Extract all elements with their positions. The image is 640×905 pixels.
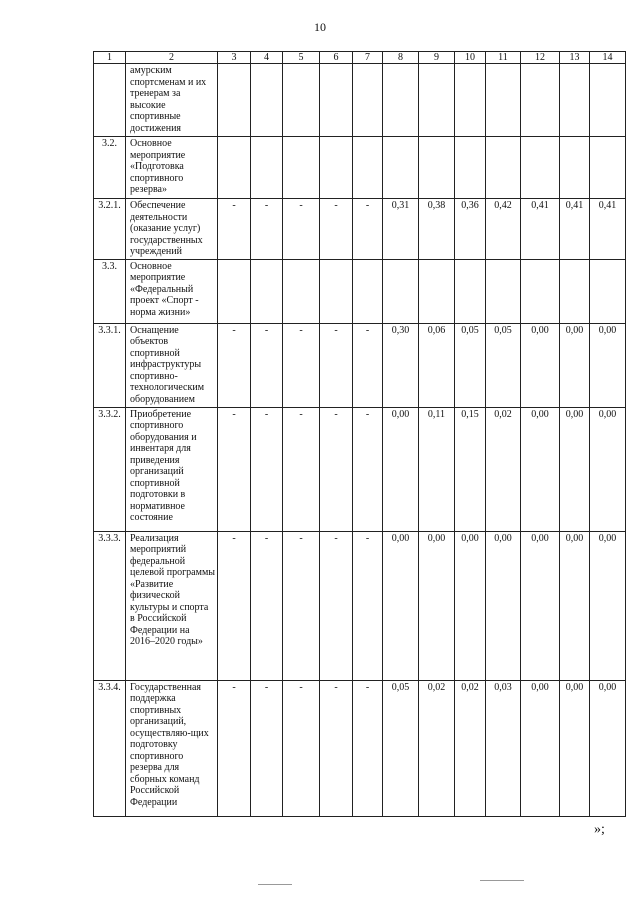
row-name: Оснащение объектов спортивной инфраструктуры спортивно-технологическим оборудованием xyxy=(126,323,218,407)
row-name: Основное мероприятие «Федеральный проект «Спорт - норма жизни» xyxy=(126,259,218,323)
value-cell-col-6: - xyxy=(320,407,353,531)
value-cell-col-12: 0,00 xyxy=(521,323,560,407)
value-cell-col-3: - xyxy=(218,407,251,531)
value-cell-col-5: - xyxy=(283,323,320,407)
column-header-14: 14 xyxy=(590,52,626,64)
value-cell-col-13: 0,41 xyxy=(560,199,590,260)
value-cell-col-8 xyxy=(383,259,419,323)
value-cell-col-4 xyxy=(251,259,283,323)
table-row xyxy=(94,259,626,323)
value-cell-col-6: - xyxy=(320,199,353,260)
column-header-13: 13 xyxy=(560,52,590,64)
value-cell-col-3: - xyxy=(218,199,251,260)
value-cell-col-7: - xyxy=(353,199,383,260)
value-cell-col-8: 0,31 xyxy=(383,199,419,260)
table-row xyxy=(94,199,626,260)
value-cell-col-10: 0,15 xyxy=(455,407,486,531)
value-cell-col-11: 0,42 xyxy=(486,199,521,260)
value-cell-col-4 xyxy=(251,64,283,137)
value-cell-col-10 xyxy=(455,64,486,137)
value-cell-col-5: - xyxy=(283,199,320,260)
table-header-row xyxy=(94,52,626,64)
value-cell-col-5 xyxy=(283,64,320,137)
value-cell-col-8 xyxy=(383,64,419,137)
value-cell-col-5: - xyxy=(283,531,320,680)
row-name: Обеспечение деятельности (оказание услуг) государственных учреждений xyxy=(126,199,218,260)
row-code: 3.3.4. xyxy=(94,680,126,816)
value-cell-col-9: 0,00 xyxy=(419,531,455,680)
value-cell-col-4: - xyxy=(251,680,283,816)
column-header-10: 10 xyxy=(455,52,486,64)
value-cell-col-13: 0,00 xyxy=(560,680,590,816)
value-cell-col-7: - xyxy=(353,407,383,531)
table-row xyxy=(94,407,626,531)
column-header-3: 3 xyxy=(218,52,251,64)
value-cell-col-6: - xyxy=(320,531,353,680)
value-cell-col-13 xyxy=(560,137,590,199)
value-cell-col-9: 0,06 xyxy=(419,323,455,407)
value-cell-col-10 xyxy=(455,137,486,199)
value-cell-col-4: - xyxy=(251,199,283,260)
value-cell-col-11: 0,03 xyxy=(486,680,521,816)
value-cell-col-7: - xyxy=(353,680,383,816)
row-code xyxy=(94,64,126,137)
value-cell-col-7 xyxy=(353,259,383,323)
value-cell-col-5: - xyxy=(283,407,320,531)
row-name: Государственная поддержка спортивных организаций, осуществляю-щих подготовку спортивного резерва для сборных команд Российской Федерации xyxy=(126,680,218,816)
value-cell-col-14 xyxy=(590,259,626,323)
value-cell-col-4: - xyxy=(251,323,283,407)
value-cell-col-11 xyxy=(486,137,521,199)
value-cell-col-6 xyxy=(320,64,353,137)
row-name: Реализация мероприятий федеральной целевой программы «Развитие физической культуры и спорта в Российской Федерации на 2016–2020 годы» xyxy=(126,531,218,680)
value-cell-col-12: 0,00 xyxy=(521,680,560,816)
value-cell-col-5 xyxy=(283,137,320,199)
row-name: амурским спортсменам и их тренерам за высокие спортивные достижения xyxy=(126,64,218,137)
value-cell-col-6: - xyxy=(320,680,353,816)
column-header-5: 5 xyxy=(283,52,320,64)
value-cell-col-9: 0,38 xyxy=(419,199,455,260)
value-cell-col-6 xyxy=(320,259,353,323)
column-header-12: 12 xyxy=(521,52,560,64)
value-cell-col-8: 0,00 xyxy=(383,531,419,680)
row-code: 3.3. xyxy=(94,259,126,323)
column-header-6: 6 xyxy=(320,52,353,64)
column-header-7: 7 xyxy=(353,52,383,64)
indicators-table xyxy=(93,51,626,817)
value-cell-col-7 xyxy=(353,137,383,199)
value-cell-col-14: 0,00 xyxy=(590,407,626,531)
column-header-8: 8 xyxy=(383,52,419,64)
value-cell-col-12: 0,00 xyxy=(521,531,560,680)
row-code: 3.3.1. xyxy=(94,323,126,407)
row-name: Основное мероприятие «Подготовка спортивного резерва» xyxy=(126,137,218,199)
row-code: 3.2. xyxy=(94,137,126,199)
value-cell-col-14: 0,00 xyxy=(590,680,626,816)
value-cell-col-10 xyxy=(455,259,486,323)
value-cell-col-8: 0,05 xyxy=(383,680,419,816)
value-cell-col-9 xyxy=(419,137,455,199)
value-cell-col-7: - xyxy=(353,323,383,407)
value-cell-col-11 xyxy=(486,64,521,137)
value-cell-col-10: 0,36 xyxy=(455,199,486,260)
value-cell-col-3 xyxy=(218,259,251,323)
value-cell-col-9: 0,11 xyxy=(419,407,455,531)
value-cell-col-14: 0,41 xyxy=(590,199,626,260)
page-number: 10 xyxy=(314,20,326,34)
value-cell-col-14 xyxy=(590,137,626,199)
value-cell-col-8: 0,30 xyxy=(383,323,419,407)
column-header-9: 9 xyxy=(419,52,455,64)
value-cell-col-12: 0,41 xyxy=(521,199,560,260)
column-header-4: 4 xyxy=(251,52,283,64)
value-cell-col-9: 0,02 xyxy=(419,680,455,816)
value-cell-col-8 xyxy=(383,137,419,199)
value-cell-col-11: 0,05 xyxy=(486,323,521,407)
value-cell-col-9 xyxy=(419,64,455,137)
column-header-1: 1 xyxy=(94,52,126,64)
value-cell-col-6 xyxy=(320,137,353,199)
scan-artifact-line xyxy=(480,880,524,881)
value-cell-col-3 xyxy=(218,137,251,199)
value-cell-col-4: - xyxy=(251,407,283,531)
value-cell-col-11 xyxy=(486,259,521,323)
value-cell-col-6: - xyxy=(320,323,353,407)
value-cell-col-13 xyxy=(560,64,590,137)
value-cell-col-5: - xyxy=(283,680,320,816)
value-cell-col-14: 0,00 xyxy=(590,323,626,407)
value-cell-col-12 xyxy=(521,64,560,137)
value-cell-col-12 xyxy=(521,259,560,323)
value-cell-col-10: 0,02 xyxy=(455,680,486,816)
value-cell-col-3: - xyxy=(218,531,251,680)
value-cell-col-7: - xyxy=(353,531,383,680)
row-code: 3.2.1. xyxy=(94,199,126,260)
value-cell-col-4 xyxy=(251,137,283,199)
closing-quote-mark: »; xyxy=(594,822,605,837)
row-name: Приобретение спортивного оборудования и инвентаря для приведения организаций спортивной подготовки в нормативное состояние xyxy=(126,407,218,531)
value-cell-col-14: 0,00 xyxy=(590,531,626,680)
value-cell-col-5 xyxy=(283,259,320,323)
value-cell-col-13: 0,00 xyxy=(560,407,590,531)
value-cell-col-10: 0,00 xyxy=(455,531,486,680)
value-cell-col-7 xyxy=(353,64,383,137)
value-cell-col-13 xyxy=(560,259,590,323)
table-row xyxy=(94,64,626,137)
row-code: 3.3.2. xyxy=(94,407,126,531)
value-cell-col-3: - xyxy=(218,323,251,407)
table-row xyxy=(94,531,626,680)
value-cell-col-11: 0,00 xyxy=(486,531,521,680)
table-row xyxy=(94,323,626,407)
table-row xyxy=(94,680,626,816)
value-cell-col-9 xyxy=(419,259,455,323)
value-cell-col-8: 0,00 xyxy=(383,407,419,531)
column-header-11: 11 xyxy=(486,52,521,64)
scan-artifact-line xyxy=(258,884,292,885)
value-cell-col-11: 0,02 xyxy=(486,407,521,531)
value-cell-col-4: - xyxy=(251,531,283,680)
value-cell-col-3 xyxy=(218,64,251,137)
value-cell-col-3: - xyxy=(218,680,251,816)
table-row xyxy=(94,137,626,199)
value-cell-col-12 xyxy=(521,137,560,199)
column-header-2: 2 xyxy=(126,52,218,64)
row-code: 3.3.3. xyxy=(94,531,126,680)
value-cell-col-13: 0,00 xyxy=(560,531,590,680)
value-cell-col-14 xyxy=(590,64,626,137)
value-cell-col-13: 0,00 xyxy=(560,323,590,407)
value-cell-col-10: 0,05 xyxy=(455,323,486,407)
value-cell-col-12: 0,00 xyxy=(521,407,560,531)
